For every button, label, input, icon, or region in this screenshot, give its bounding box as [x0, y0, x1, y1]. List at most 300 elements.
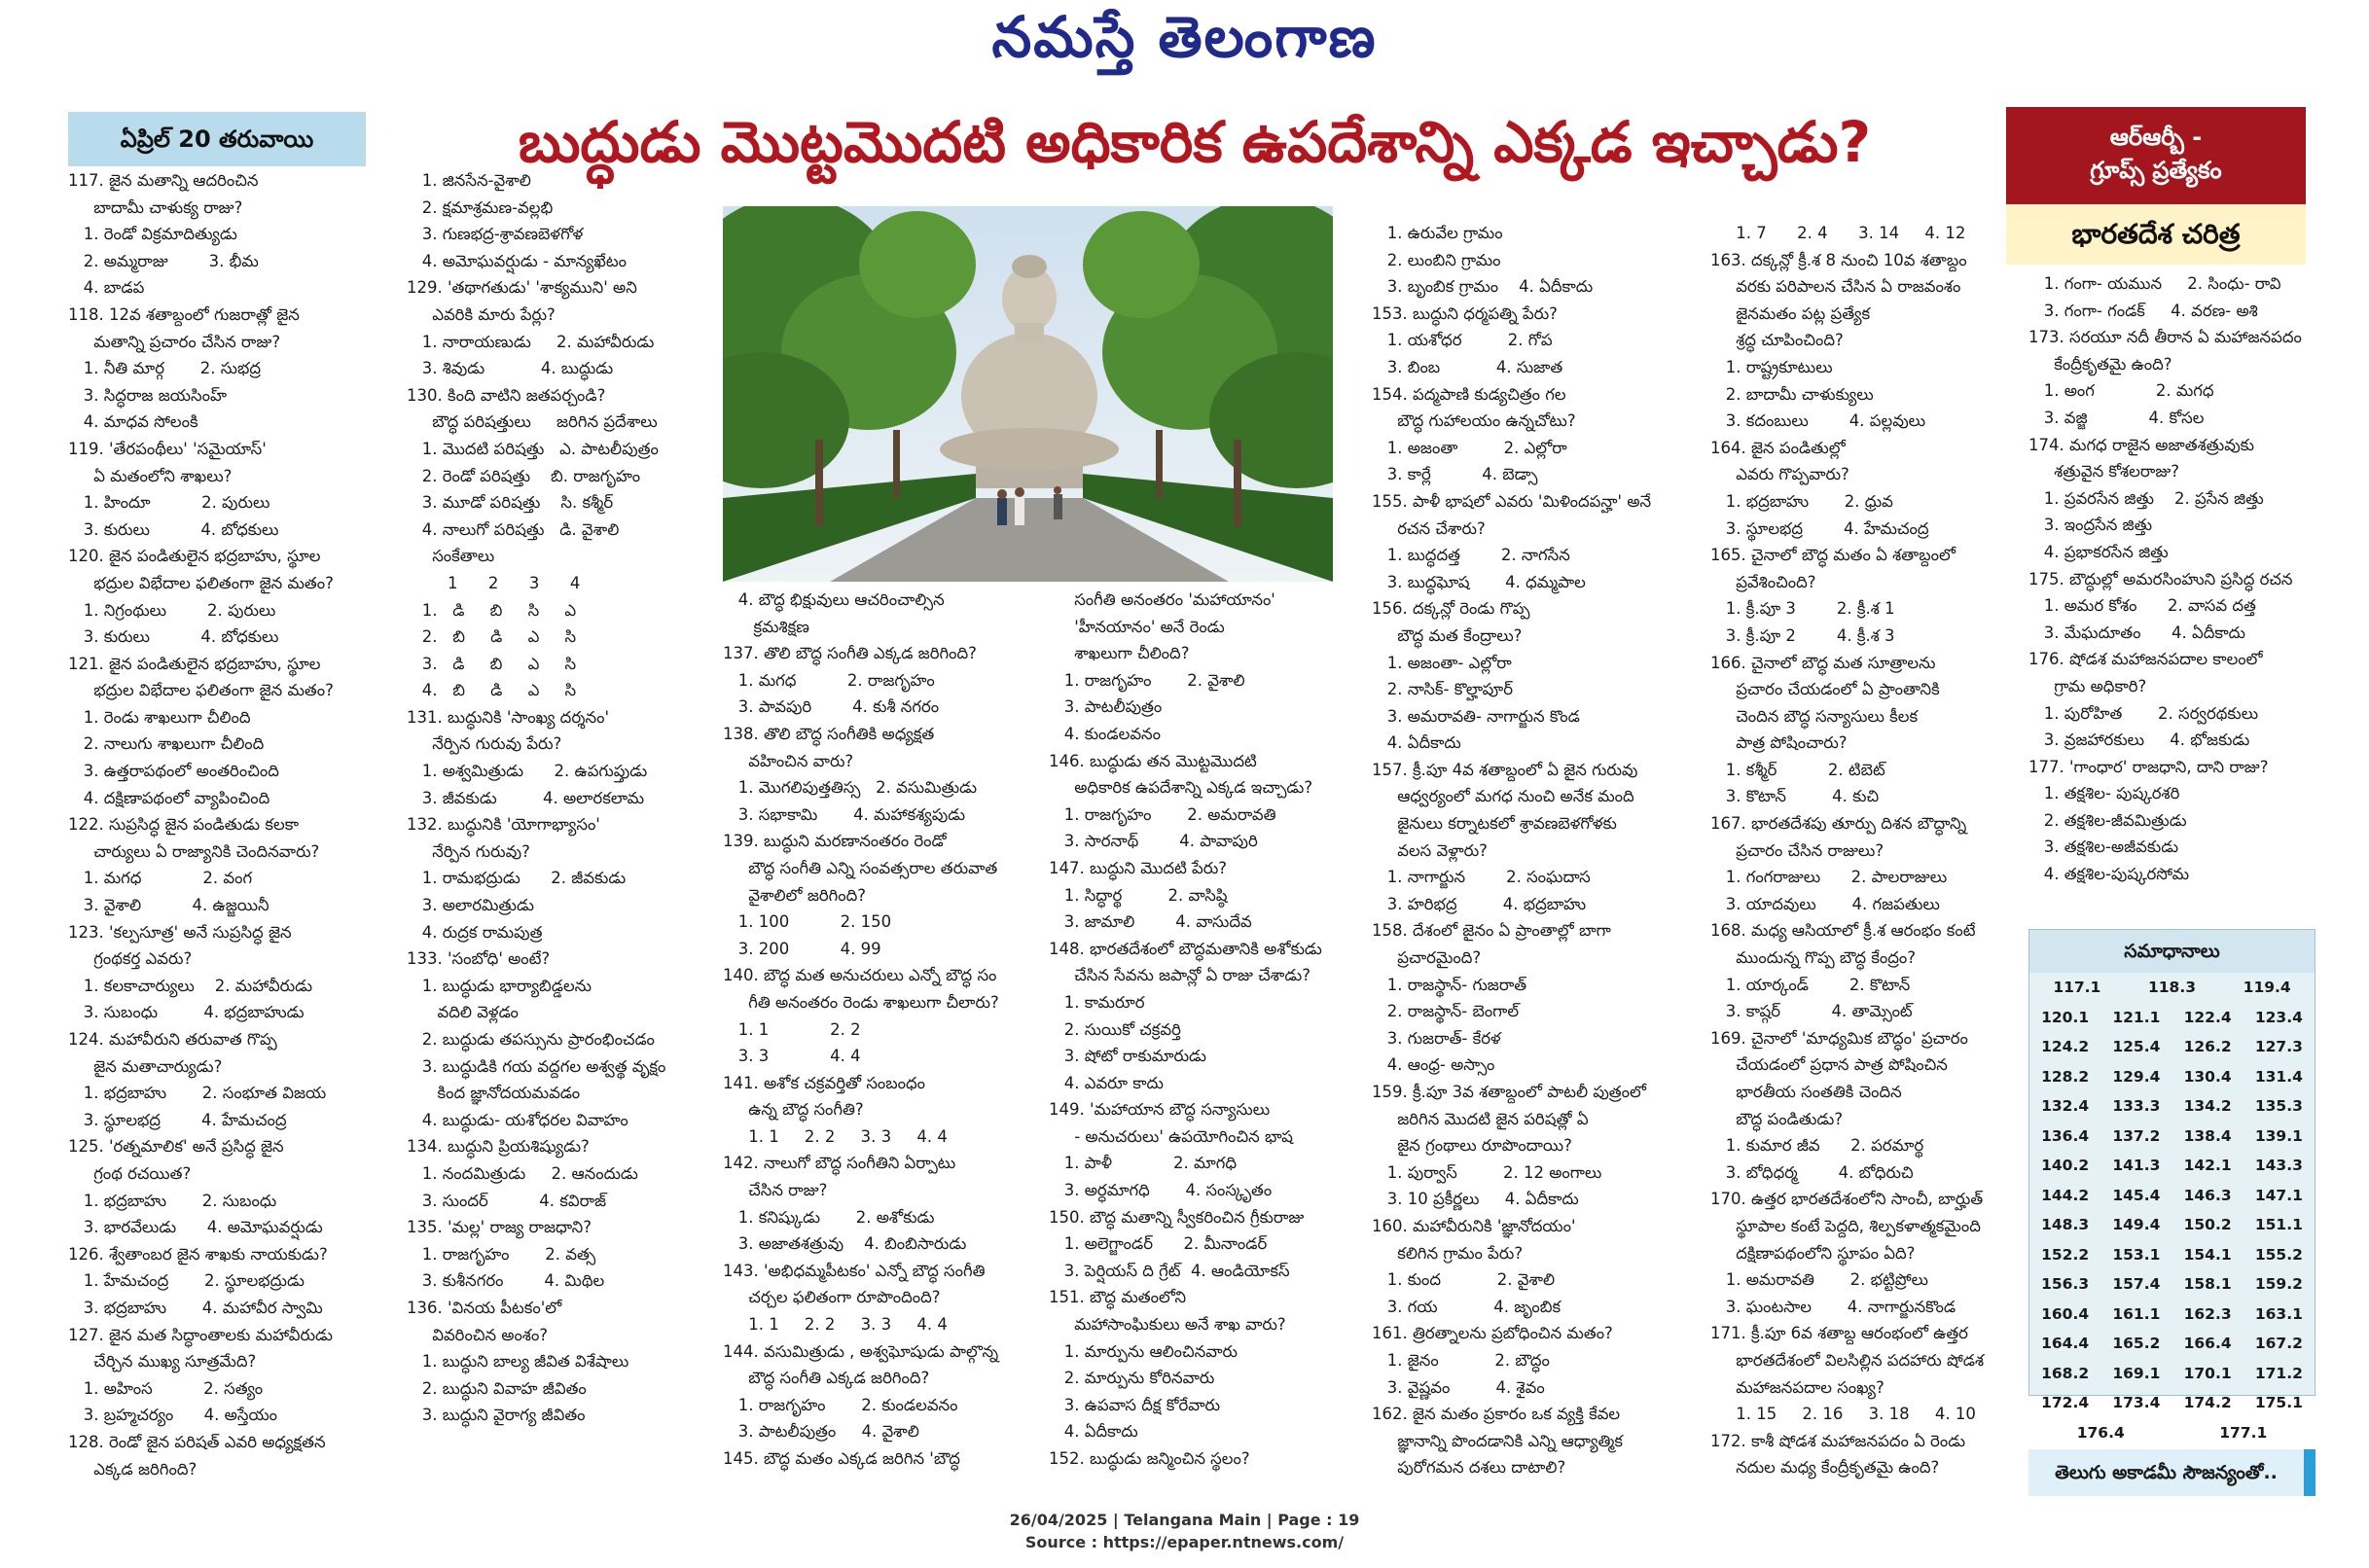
- question-line: 1. హేమచంద్ర 2. స్థూలభద్రుడు: [68, 1271, 305, 1291]
- question-line: బౌద్ధ సంగీతి ఎక్కడ జరిగింది?: [723, 1369, 930, 1388]
- question-line: 2. బుద్ధుని వివాహ జీవితం: [407, 1378, 587, 1398]
- question-line: 3. అర్ధమాగధి 4. సంస్కృతం: [1049, 1181, 1273, 1200]
- question-line: 1. మగధ 2. వంగ: [68, 869, 253, 888]
- question-line: 164. జైన పండితుల్లో: [1710, 438, 1846, 457]
- question-line: 4. ఎవరూ కాదు: [1049, 1073, 1164, 1092]
- question-line: బౌద్ధ పండితుడు?: [1710, 1109, 1844, 1128]
- answer-cell: 169.1: [2112, 1364, 2161, 1382]
- question-line: 3. ఉత్తరాపథంలో అంతరించింది: [68, 762, 279, 781]
- question-column-7: [2028, 270, 2320, 888]
- question-line: 3. కదంబులు 4. పల్లవులు: [1710, 411, 1926, 431]
- answers-row: [2029, 1329, 2315, 1359]
- answer-cell: 143.3: [2254, 1157, 2303, 1174]
- question-line: వైశాలిలో జరిగింది?: [723, 885, 867, 905]
- answer-cell: 161.1: [2112, 1304, 2161, 1323]
- question-line: 147. బుద్ధుని మొదటి పేరు?: [1049, 858, 1228, 877]
- question-line: 162. జైన మతం ప్రకారం ఒక వ్యక్తి కేవల: [1372, 1405, 1621, 1424]
- question-column-4: [1049, 587, 1365, 1473]
- question-line: 118. 12వ శతాబ్దంలో గుజరాత్లో జైన: [68, 304, 300, 324]
- question-line: జరిగిన మొదటి జైన పరిషత్లో ఏ: [1372, 1109, 1589, 1128]
- question-line: స్థూపాల కంటే పెద్దది, శిల్పకళాత్మకమైంది: [1710, 1216, 1981, 1235]
- question-line: చెందిన బౌద్ధ సన్యాసులు కీలక: [1710, 706, 1919, 726]
- question-line: 1. 1 2. 2 3. 3 4. 4: [723, 1126, 948, 1146]
- continued-label: ఏప్రిల్ 20 తరువాయి: [68, 112, 366, 166]
- question-line: చేసిన సేవను జపాన్లో ఏ రాజు చేశాడు?: [1049, 966, 1310, 985]
- question-line: 1. భద్రబాహు 2. ధ్రువ: [1710, 491, 1893, 511]
- question-line: 1. రెండో విక్రమాదిత్యుడు: [68, 225, 237, 244]
- question-line: 139. బుద్ధుని మరణానంతరం రెండో: [723, 832, 947, 851]
- question-line: 156. దక్కన్లో రెండు గొప్ప: [1372, 599, 1530, 619]
- answer-cell: 122.4: [2183, 1008, 2232, 1026]
- question-line: 4. బాడప: [68, 278, 145, 298]
- question-line: 2. క్షమాశ్రమణ-వల్లభి: [407, 197, 554, 217]
- question-line: 169. చైనాలో 'మాధ్యమిక బౌద్ధం' ప్రచారం: [1710, 1028, 1968, 1048]
- buddha-statue-photo: [723, 206, 1333, 582]
- question-line: 3. పావపురి 4. కుశీ నగరం: [723, 697, 940, 717]
- question-line: 173. సరయూ నదీ తీరాన ఏ మహాజనపదం: [2028, 328, 2302, 347]
- answer-cell: 156.3: [2041, 1275, 2090, 1293]
- question-line: 3. షోటో రాకుమారుడు: [1049, 1047, 1206, 1066]
- question-line: మతాన్ని ప్రచారం చేసిన రాజు?: [68, 332, 281, 351]
- question-line: 3. గయ 4. జృంబిక: [1372, 1297, 1561, 1316]
- question-line: బౌద్ధ పరిషత్తులు జరిగిన ప్రదేశాలు: [407, 412, 658, 432]
- question-line: 1. రాజగృహం 2. కుండలవనం: [723, 1395, 958, 1414]
- question-line: భద్రుల విభేదాల ఫలితంగా జైన మతం?: [68, 681, 334, 700]
- exam-badge-line1: ఆర్ఆర్బీ -: [2109, 124, 2203, 151]
- question-line: 1. కనిష్కుడు 2. అశోకుడు: [723, 1207, 935, 1227]
- answer-cell: 127.3: [2254, 1038, 2303, 1055]
- question-line: 4. ఏదీకాదు: [1049, 1422, 1138, 1442]
- question-line: శ్రద్ధ చూపించింది?: [1710, 331, 1844, 350]
- question-line: 3. పాటలీపుత్రం 4. వైశాలి: [723, 1422, 919, 1442]
- question-line: 1. తక్షశిల- పుష్కరశరి: [2028, 784, 2180, 803]
- question-line: 167. భారతదేశపు తూర్పు దిశన బౌద్ధాన్ని: [1710, 814, 1967, 834]
- question-line: 3. మేఘదూతం 4. ఏదీకాదు: [2028, 623, 2246, 642]
- question-line: చర్చల ఫలితంగా రూపొందింది?: [723, 1288, 941, 1307]
- answer-cell: 150.2: [2183, 1216, 2232, 1233]
- question-line: 1. 7 2. 4 3. 14 4. 12: [1710, 224, 1966, 242]
- question-line: 1. కామరూర: [1049, 992, 1145, 1012]
- question-line: 161. త్రిరత్నాలను ప్రబోధించిన మతం?: [1372, 1324, 1613, 1343]
- question-line: 3. బుద్ధుని వైరాగ్య జీవితం: [407, 1406, 586, 1425]
- question-line: 3. బోధిధర్మ 4. బోధిరుచి: [1710, 1162, 1914, 1182]
- answer-cell: 176.4: [2076, 1423, 2125, 1442]
- question-line: 3. యాదవులు 4. గజపతులు: [1710, 894, 1940, 913]
- question-line: 123. 'కల్పసూత్ర' అనే సుప్రసిద్ధ జైన: [68, 922, 292, 942]
- answer-cell: 167.2: [2254, 1335, 2303, 1352]
- question-line: సంగీతి అనంతరం 'మహాయానం': [1049, 590, 1275, 609]
- question-line: సంకేతాలు: [407, 547, 495, 566]
- question-line: జైన గ్రంథాలు రూపొందాయి?: [1372, 1136, 1572, 1156]
- answer-cell: 132.4: [2041, 1097, 2090, 1115]
- answers-row: [2029, 1240, 2315, 1270]
- question-line: 2. సుయికో చక్రవర్తి: [1049, 1019, 1181, 1039]
- answer-cell: 164.4: [2041, 1335, 2090, 1352]
- question-line: గీతి అనంతరం రెండు శాఖలుగా చీలారు?: [723, 992, 999, 1012]
- answers-box: [2028, 929, 2315, 1442]
- question-line: 4. మాధవ సోలంకి: [68, 412, 198, 432]
- answer-cell: 125.4: [2112, 1038, 2161, 1055]
- question-line: 1. రాజగృహం 2. వైశాలి: [1049, 670, 1245, 690]
- question-line: 3. ఇంద్రసేన జిత్తు: [2028, 516, 2153, 535]
- question-line: 140. బౌద్ధ మత అనుచరులు ఎన్నో బౌద్ధ సం: [723, 966, 997, 985]
- question-line: 176. షోడశ మహాజనపదాల కాలంలో: [2028, 650, 2263, 669]
- question-line: 138. తొలి బౌద్ధ సంగీతికి అధ్యక్షత: [723, 724, 935, 743]
- answer-cell: 153.1: [2112, 1245, 2161, 1264]
- question-line: 1. రెండు శాఖలుగా చీలింది: [68, 707, 251, 727]
- question-line: 1. అజంతా- ఎల్లోరా: [1372, 653, 1512, 672]
- question-line: 1. అమరావతి 2. భట్టిప్రోలు: [1710, 1270, 1928, 1290]
- answers-row: [2029, 1210, 2315, 1240]
- answer-cell: 174.2: [2183, 1394, 2232, 1411]
- answer-cell: 136.4: [2041, 1126, 2090, 1145]
- question-line: 177. 'గాంధార' రాజధాని, దాని రాజు?: [2028, 757, 2269, 776]
- question-line: 3. జీవకుడు 4. అలారకలామ: [407, 788, 645, 807]
- question-line: ముందున్న గొప్ప బౌద్ధ కేంద్రం?: [1710, 948, 1917, 968]
- question-line: 1. కశ్మీర్ 2. టిబెట్: [1710, 760, 1885, 779]
- question-line: కింద జ్ఞానోదయమవడం: [407, 1084, 581, 1103]
- question-line: 3. శివుడు 4. బుద్ధుడు: [407, 359, 614, 378]
- question-line: 143. 'అభిధమ్మపీటకం' ఎన్నో బౌద్ధ సంగీతి: [723, 1261, 986, 1280]
- question-line: 3. బుద్ధుడికి గయ వద్దగల అశ్వత్థ వృక్షం: [407, 1056, 666, 1076]
- question-line: క్రమశిక్షణ: [723, 617, 809, 636]
- answer-cell: 146.3: [2183, 1186, 2232, 1204]
- question-line: 1. జైనం 2. బౌద్ధం: [1372, 1350, 1550, 1370]
- question-line: 135. 'మల్ల' రాజ్య రాజధాని?: [407, 1218, 592, 1237]
- answers-row: [2029, 1418, 2315, 1448]
- question-line: 3. స్థూలభద్ర 4. హేమచంద్ర: [1710, 518, 1929, 538]
- question-line: 174. మగధ రాజైన అజాతశత్రువుకు: [2028, 435, 2255, 454]
- question-line: 3. వ్రజహారకులు 4. భోజకుడు: [2028, 731, 2250, 750]
- question-line: 3. వజ్జి 4. కోసల: [2028, 408, 2205, 427]
- question-line: బాదామీ చాళుక్య రాజు?: [68, 197, 243, 217]
- question-line: రచన చేశారు?: [1372, 518, 1486, 538]
- question-line: 4. ఏదీకాదు: [1372, 733, 1461, 753]
- question-line: ప్రచారం చేయడంలో ఏ ప్రాంతానికి: [1710, 680, 1940, 699]
- answer-cell: 135.3: [2254, 1097, 2303, 1115]
- question-line: 1. జినసేన-వైశాలి: [407, 171, 531, 190]
- question-line: 160. మహావీరునికి 'జ్ఞానోదయం': [1372, 1216, 1576, 1235]
- question-line: 3. జామాలి 4. వాసుదేవ: [1049, 912, 1252, 932]
- question-line: 3. కుశీనగరం 4. మిథిల: [407, 1271, 605, 1291]
- question-line: జైనులు కర్నాటకలో శ్రావణబెళగోళకు: [1372, 814, 1617, 834]
- answers-row: [2029, 1032, 2315, 1062]
- footer-source-line: Source : https://epaper.ntnews.com/: [1024, 1533, 1345, 1551]
- question-line: భారతదేశంలో విలసిల్లిన పదహారు షోడశ: [1710, 1350, 1985, 1370]
- question-line: 1. కుంద 2. వైశాలి: [1372, 1270, 1556, 1290]
- question-line: 132. బుద్ధునికి 'యోగాభ్యాసం': [407, 815, 600, 835]
- question-line: 3. సిద్ధరాజ జయసింహ్: [68, 385, 227, 405]
- question-line: 2. రాజస్థాన్- బెంగాల్: [1372, 1002, 1520, 1021]
- question-line: 124. మహావీరుని తరువాత గొప్ప: [68, 1030, 277, 1049]
- question-line: 134. బుద్ధుని ప్రియశిష్యుడు?: [407, 1137, 590, 1157]
- question-line: 1. మొగలిపుత్తతిస్స 2. వసుమిత్రుడు: [723, 778, 978, 798]
- question-line: 4. బుద్ధుడు- యశోధరల వివాహం: [407, 1110, 628, 1129]
- answer-cell: 160.4: [2041, 1304, 2090, 1323]
- question-line: 128. రెండో జైన పరిషత్ ఎవరి అధ్యక్షతన: [68, 1432, 326, 1451]
- question-line: 4. దక్షిణాపథంలో వ్యాపించింది: [68, 788, 270, 807]
- question-line: 1. రాజగృహం 2. అమరావతి: [1049, 804, 1276, 824]
- question-line: బౌద్ధ మత కేంద్రాలు?: [1372, 625, 1523, 645]
- question-line: 1. యశోధర 2. గోప: [1372, 331, 1553, 350]
- question-line: 127. జైన మత సిద్ధాంతాలకు మహావీరుడు: [68, 1325, 333, 1344]
- question-line: 3. గుణభద్ర-శ్రావణబెళగోళ: [407, 225, 584, 244]
- answer-cell: 137.2: [2112, 1126, 2161, 1145]
- question-line: 121. జైన పండితులైన భద్రబాహు, స్థూల: [68, 654, 321, 673]
- headline: బుద్ధుడు మొట్టమొదటి అధికారిక ఉపదేశాన్ని ఎక్కడ ఇచ్చాడు?: [518, 109, 1872, 175]
- question-line: 1. డి బి సి ఎ: [407, 600, 577, 620]
- question-line: వహించిన వారు?: [723, 751, 854, 770]
- question-line: 3. వైశాలి 4. ఉజ్జయినీ: [68, 896, 269, 915]
- question-line: 129. 'తథాగతుడు' 'శాక్యముని' అని: [407, 278, 637, 298]
- question-line: దక్షిణాపథంలోని స్థూపం ఏది?: [1710, 1243, 1916, 1263]
- question-line: 1. క్రీ.పూ 3 2. క్రీ.శ 1: [1710, 599, 1895, 619]
- question-line: 1. 1 2. 2: [723, 1019, 861, 1039]
- answer-cell: 139.1: [2254, 1126, 2303, 1145]
- question-line: 3. భద్రబాహు 4. మహావీర స్వామి: [68, 1298, 323, 1317]
- answer-cell: 131.4: [2254, 1067, 2303, 1086]
- question-line: 137. తొలి బౌద్ధ సంగీతి ఎక్కడ జరిగింది?: [723, 644, 977, 663]
- answer-cell: 149.4: [2112, 1216, 2161, 1233]
- question-line: 3. కాష్గర్ 4. తామ్సెంట్: [1710, 1002, 1913, 1021]
- answer-cell: 157.4: [2112, 1275, 2161, 1293]
- question-line: 2. అమ్మరాజు 3. భీమ: [68, 251, 259, 270]
- question-line: 3. 10 ప్రకీర్ణలు 4. ఏదీకాదు: [1372, 1190, 1579, 1209]
- question-line: 3. గుజరాత్- కేరళ: [1372, 1028, 1501, 1048]
- question-line: 1. పురోహిత 2. సర్వరథకులు: [2028, 703, 2259, 723]
- question-line: 3. సుబంధు 4. భద్రబాహుడు: [68, 1003, 305, 1022]
- question-line: 3. అలారమిత్రుడు: [407, 896, 534, 915]
- question-line: 1. గంగా- యమున 2. సింధు- రావి: [2028, 274, 2281, 293]
- question-line: 1. అశ్వమిత్రుడు 2. ఉపగుప్తుడు: [407, 762, 648, 781]
- question-line: 1. అహింస 2. సత్యం: [68, 1378, 264, 1398]
- answer-cell: 130.4: [2183, 1067, 2232, 1086]
- question-line: 168. మధ్య ఆసియాలో క్రీ.శ ఆరంభం కంటే: [1710, 921, 1976, 941]
- question-line: 133. 'సంబోధి' అంటే?: [407, 949, 551, 969]
- answer-cell: 144.2: [2041, 1186, 2090, 1204]
- question-line: 3. బ్రహ్మచర్యం 4. అస్తేయం: [68, 1406, 278, 1425]
- question-line: శాఖలుగా చీలింది?: [1049, 644, 1190, 663]
- question-line: 3. బింబ 4. సుజాత: [1372, 357, 1563, 376]
- answer-cell: 171.2: [2254, 1364, 2303, 1382]
- question-column-2: [407, 167, 723, 1429]
- question-line: 4. ప్రభాకరసేన జిత్తు: [2028, 542, 2169, 561]
- question-line: 1. నిగ్రంథులు 2. పురులు: [68, 600, 276, 620]
- question-line: 3. క్రీ.పూ 2 4. క్రీ.శ 3: [1710, 625, 1895, 645]
- answer-cell: 158.1: [2183, 1275, 2232, 1293]
- exam-badge-line2: గ్రూప్స్ ప్రత్యేకం: [2090, 157, 2222, 184]
- question-line: - అనుచరులు' ఉపయోగించిన భాష: [1049, 1126, 1293, 1146]
- question-line: 141. అశోక చక్రవర్తితో సంబంధం: [723, 1073, 926, 1092]
- question-line: ఎక్కడ జరిగింది?: [68, 1459, 197, 1479]
- question-line: 4. బౌద్ధ భిక్షువులు ఆచరించాల్సిన: [723, 590, 945, 609]
- question-line: 1. అమర కోశం 2. వాసవ దత్త: [2028, 596, 2256, 616]
- answer-cell: 126.2: [2183, 1038, 2232, 1055]
- answer-cell: 142.1: [2183, 1157, 2232, 1174]
- question-line: 3. తక్షశిల-అజీవకుడు: [2028, 837, 2179, 857]
- question-line: 4. తక్షశిల-పుష్కరసోమ: [2028, 865, 2190, 884]
- question-line: 159. క్రీ.పూ 3వ శతాబ్దంలో పాటలీ పుత్రంలో: [1372, 1083, 1646, 1101]
- answer-cell: 168.2: [2041, 1364, 2090, 1382]
- question-line: 3. కురులు 4. బోధకులు: [68, 519, 279, 539]
- question-line: 1. బుద్ధదత్త 2. నాగసేన: [1372, 546, 1570, 565]
- question-line: 2. నాసిక్- కొల్హాపూర్: [1372, 680, 1514, 699]
- answers-row: [2029, 1062, 2315, 1092]
- question-line: 3. వైష్ణవం 4. శైవం: [1372, 1377, 1545, 1397]
- question-line: భారతీయ సంతతికి చెందిన: [1710, 1083, 1902, 1101]
- question-line: 4. అమోఘవర్షుడు - మాన్యఖేటం: [407, 251, 627, 270]
- question-line: ప్రచారమైంది?: [1372, 948, 1482, 968]
- question-line: భద్రుల విభేదాల ఫలితంగా జైన మతం?: [68, 573, 334, 592]
- question-line: 2. బి డి ఎ సి: [407, 627, 577, 647]
- answers-row: [2029, 1181, 2315, 1211]
- question-line: 3. కురులు 4. బోధకులు: [68, 627, 279, 647]
- question-line: 1. సిద్ధార్థ 2. వాసిష్ఠి: [1049, 885, 1228, 905]
- answers-row: [2029, 1269, 2315, 1300]
- question-line: ఎవరు గొప్పవారు?: [1710, 465, 1849, 484]
- answers-title: సమాధానాలు: [2029, 930, 2315, 973]
- question-line: 153. బుద్ధుని ధర్మపత్ని పేరు?: [1372, 303, 1558, 323]
- question-line: 1. యార్కండ్ 2. కొటాన్: [1710, 975, 1911, 994]
- answer-cell: 121.1: [2112, 1008, 2161, 1026]
- answer-cell: 177.1: [2219, 1423, 2268, 1442]
- question-line: 3. అమరావతి- నాగార్జున కొండ: [1372, 706, 1580, 726]
- question-line: చేర్చిన ముఖ్య సూత్రమేది?: [68, 1352, 257, 1372]
- answer-cell: 119.4: [2243, 979, 2291, 996]
- question-line: వలస వెళ్లారు?: [1372, 840, 1488, 860]
- answers-row: [2029, 973, 2315, 1003]
- question-line: 1. నందమిత్రుడు 2. ఆనందుడు: [407, 1163, 638, 1183]
- question-line: చార్యులు ఏ రాజ్యానికి చెందినవారు?: [68, 841, 320, 861]
- question-line: 154. పద్మపాణి కుడ్యచిత్రం గల: [1372, 384, 1566, 404]
- question-line: 1. బుద్ధుడు భార్యాబిడ్డలను: [407, 976, 592, 995]
- answers-grid: [2029, 973, 2315, 1447]
- answer-cell: 134.2: [2183, 1097, 2232, 1115]
- question-line: 3. కొటాన్ 4. కుచి: [1710, 787, 1880, 806]
- answers-row: [2029, 1151, 2315, 1181]
- answer-cell: 120.1: [2041, 1008, 2090, 1026]
- question-line: 1. 1 2. 2 3. 3 4. 4: [723, 1315, 948, 1335]
- question-line: 163. దక్కన్లో క్రీ.శ 8 నుంచి 10వ శతాబ్దం: [1710, 250, 1967, 269]
- answer-cell: 128.2: [2041, 1067, 2090, 1086]
- question-line: నేర్పిన గురువు?: [407, 841, 530, 861]
- question-line: 150. బౌద్ధ మతాన్ని స్వీకరించిన గ్రీకురాజు: [1049, 1207, 1305, 1227]
- question-line: 2. రెండో పరిషత్తు బి. రాజగృహం: [407, 466, 641, 485]
- answer-cell: 117.1: [2053, 979, 2101, 996]
- question-line: 3. అజాతశత్రువు 4. బింబిసారుడు: [723, 1234, 967, 1254]
- question-line: 1. 15 2. 16 3. 18 4. 10: [1710, 1405, 1976, 1424]
- question-line: 1. ప్రవరసేన జిత్తు 2. ప్రసేన జిత్తు: [2028, 488, 2264, 508]
- question-line: 3. బృంబిక గ్రామం 4. ఏదీకాదు: [1372, 277, 1594, 297]
- question-line: 1. భద్రబాహు 2. సుబంధు: [68, 1191, 277, 1210]
- question-line: ఆధ్వర్యంలో మగధ నుంచి అనేక మంది: [1372, 787, 1634, 806]
- question-line: 3. డి బి ఎ సి: [407, 654, 577, 673]
- question-line: 3. మూడో పరిషత్తు సి. కశ్మీర్: [407, 493, 614, 513]
- answer-cell: 165.2: [2112, 1335, 2161, 1352]
- question-line: 117. జైన మతాన్ని ఆదరించిన: [68, 171, 259, 190]
- question-line: 1. కుమార జీవ 2. పరమార్థ: [1710, 1136, 1924, 1156]
- question-line: 157. క్రీ.పూ 4వ శతాబ్దంలో ఏ జైన గురువు: [1372, 760, 1638, 779]
- question-line: 170. ఉత్తర భారతదేశంలోని సాంచీ, బార్హుత్: [1710, 1190, 1984, 1209]
- question-line: 3. భారవేలుడు 4. అమోఘవర్షుడు: [68, 1218, 323, 1237]
- question-line: కేంద్రీకృతమై ఉంది?: [2028, 354, 2172, 374]
- question-line: ప్రవేశించింది?: [1710, 572, 1816, 591]
- question-line: 3. స్థూలభద్ర 4. హేమచంద్ర: [68, 1110, 287, 1129]
- question-line: 131. బుద్ధునికి 'సాంఖ్య దర్శనం': [407, 707, 609, 727]
- question-line: 1. ఉరువేల గ్రామం: [1372, 224, 1503, 242]
- question-line: 142. నాలుగో బౌద్ధ సంగీతిని ఏర్పాటు: [723, 1154, 956, 1173]
- question-line: చేయడంలో ప్రధాన పాత్ర పోషించిన: [1710, 1055, 1948, 1075]
- question-line: 165. చైనాలో బౌద్ధ మతం ఏ శతాబ్దంలో: [1710, 546, 1956, 565]
- question-line: 166. చైనాలో బౌద్ధ మత సూత్రాలను: [1710, 653, 1936, 672]
- question-line: 3. హరిభద్ర 4. భద్రబాహు: [1372, 894, 1587, 913]
- question-line: 1. అంగ 2. మగధ: [2028, 381, 2214, 401]
- question-line: 3. కార్లే 4. బెడ్సా: [1372, 465, 1538, 484]
- question-line: 4. కుండలవనం: [1049, 724, 1161, 743]
- question-line: 1. కలకాచార్యులు 2. మహావీరుడు: [68, 976, 313, 995]
- answer-cell: 148.3: [2041, 1216, 2090, 1233]
- question-line: 1. అజంతా 2. ఎల్లోరా: [1372, 438, 1567, 457]
- question-line: వదిలి వెళ్లడం: [407, 1003, 519, 1022]
- subject-label: భారతదేశ చరిత్ర: [2006, 204, 2306, 265]
- answer-cell: 141.3: [2112, 1157, 2161, 1174]
- answers-row: [2029, 1300, 2315, 1330]
- question-line: 1. గంగరాజులు 2. పాలరాజులు: [1710, 868, 1948, 887]
- question-line: 2. బాదామీ చాళుక్యులు: [1710, 384, 1874, 404]
- question-line: బౌద్ధ సంగీతి ఎన్ని సంవత్సరాల తరువాత: [723, 858, 998, 877]
- question-line: వివరించిన అంశం?: [407, 1325, 549, 1344]
- question-line: చేసిన రాజు?: [723, 1181, 828, 1200]
- question-line: 4. ఆంధ్ర- అస్సాం: [1372, 1055, 1495, 1075]
- question-line: 155. పాళీ భాషలో ఎవరు 'మిళిందపన్హా' అనే: [1372, 491, 1652, 511]
- question-line: 3. 200 4. 99: [723, 939, 881, 958]
- question-line: 3. ఉపవాస దీక్ష కోరేవారు: [1049, 1395, 1221, 1414]
- question-line: 1. మొదటి పరిషత్తు ఎ. పాటలీపుత్రం: [407, 439, 659, 458]
- question-line: 122. సుప్రసిద్ధ జైన పండితుడు కలకా: [68, 815, 300, 835]
- question-line: 1. మగధ 2. రాజగృహం: [723, 670, 935, 690]
- question-line: నదుల మధ్య కేంద్రీకృతమై ఉంది?: [1710, 1458, 1940, 1478]
- question-line: 4. బి డి ఎ సి: [407, 681, 577, 700]
- question-column-6: [1710, 220, 2012, 1481]
- answer-cell: 129.4: [2112, 1067, 2161, 1086]
- question-line: 2. నాలుగు శాఖలుగా చీలింది: [68, 734, 265, 754]
- answer-cell: 175.1: [2254, 1394, 2303, 1411]
- question-line: 1. నాగార్జున 2. సంఘదాస: [1372, 868, 1591, 887]
- answers-row: [2029, 1091, 2315, 1122]
- question-line: 4. నాలుగో పరిషత్తు డి. వైశాలి: [407, 519, 620, 539]
- question-line: గ్రంథకర్త ఎవరు?: [68, 949, 193, 969]
- question-line: 2. లుంబిని గ్రామం: [1372, 250, 1501, 269]
- question-line: 4. రుద్రక రామపుత్ర: [407, 922, 543, 942]
- answer-cell: 151.1: [2254, 1216, 2303, 1233]
- answer-cell: 118.3: [2147, 979, 2197, 996]
- answers-row: [2029, 1359, 2315, 1389]
- answer-cell: 152.2: [2041, 1245, 2090, 1264]
- question-line: 146. బుద్ధుడు తన మొట్టమొదటి: [1049, 751, 1257, 770]
- question-line: 130. కింది వాటిని జతపర్చండి?: [407, 385, 606, 405]
- question-line: పాత్ర పోషించారు?: [1710, 733, 1848, 753]
- footer-date-line: 26/04/2025 | Telangana Main | Page : 19: [1009, 1511, 1360, 1529]
- question-line: మహాసాంఘికులు అనే శాఖ వారు?: [1049, 1315, 1286, 1335]
- answers-row: [2029, 1003, 2315, 1033]
- question-line: 2. బుద్ధుడు తపస్సును ప్రారంభించడం: [407, 1030, 655, 1049]
- question-line: జైన మతాచార్యుడు?: [68, 1056, 223, 1076]
- answer-cell: 162.3: [2183, 1304, 2232, 1323]
- question-line: 3. పెర్షియస్ ది గ్రేట్ 4. ఆండియోకస్: [1049, 1261, 1290, 1280]
- akademi-credit: తెలుగు అకాడమీ సౌజన్యంతో..: [2028, 1449, 2315, 1496]
- answer-cell: 173.4: [2112, 1394, 2161, 1411]
- question-line: 1. భద్రబాహు 2. సంభూత విజయ: [68, 1084, 327, 1103]
